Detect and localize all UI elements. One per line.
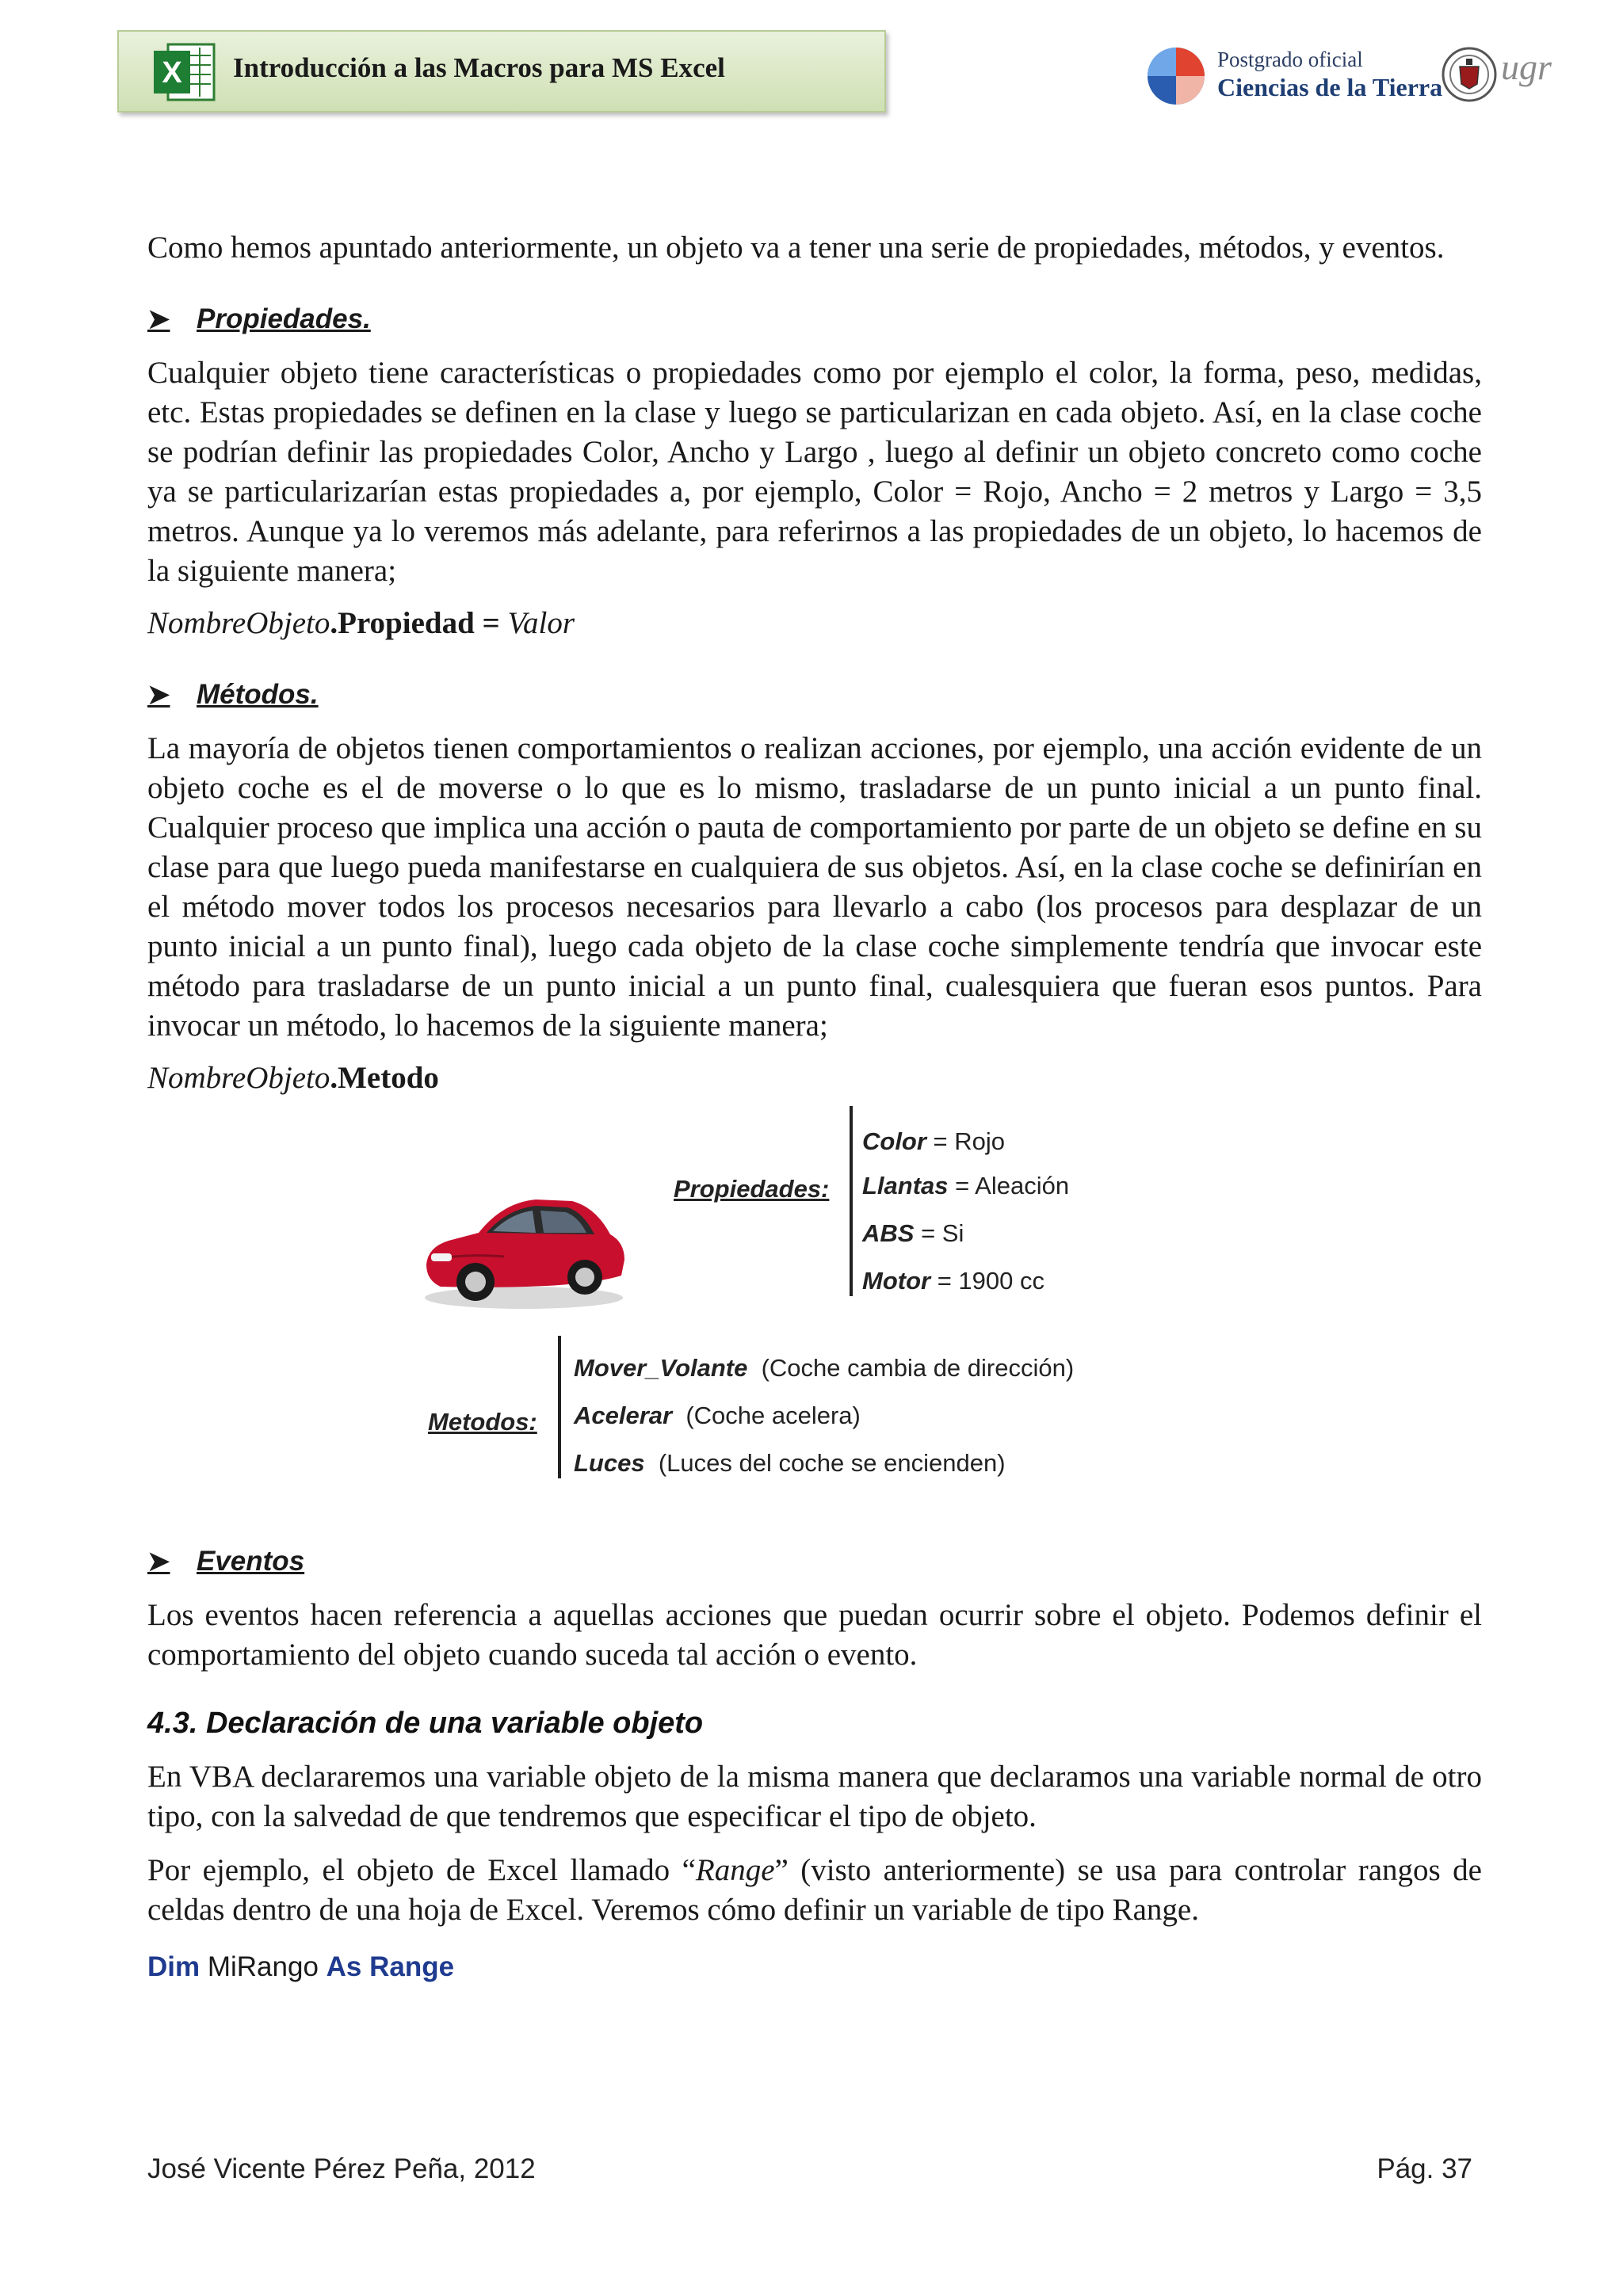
syntax-object: NombreObjeto <box>147 606 330 640</box>
code-keyword-as-range: As Range <box>326 1951 455 1982</box>
syntax-value: Valor <box>507 606 575 640</box>
eventos-heading <box>147 1542 1482 1581</box>
metodos-paragraph: La mayoría de objetos tienen comportamientos o realizan acciones, por ejemplo, una acción evidente de un objeto coche es el de moverse o lo que es lo mismo, trasladarse de un punto inicial a un punto final. Cualquier proceso que implica una acción o pauta de comportamiento por parte de un objeto se define en su clase para que luego pueda manifestarse en cualquiera de sus objetos. Así, en la clase coche se definirían en el método mover todos los procesos necesarios para llevarlo a cabo (los procesos para desplazar de un punto inicial a un punto final), luego cada objeto de la clase coche simplemente tendría que invocar este método para trasladarse de un punto inicial a un punto final, cualesquiera que fueran esos puntos. Para invocar un método, lo hacemos de la siguiente manera; <box>147 731 1482 1043</box>
method-item: Acelerar (Coche acelera) <box>574 1402 861 1429</box>
arrow-bullet-icon: ➤ <box>147 304 170 334</box>
metodo-syntax <box>147 1058 1482 1098</box>
prop-item: Llantas = Aleación <box>862 1172 1070 1199</box>
postgrado-label: Postgrado oficial <box>1217 48 1363 71</box>
propiedad-syntax <box>147 604 1482 643</box>
code-variable: MiRango <box>200 1951 327 1982</box>
section-paragraph-1: En VBA declararemos una variable objeto de la misma manera que declaramos una variable normal de otro tipo, con la salvedad de que tendremos que especificar el tipo de objeto. <box>147 1760 1482 1833</box>
metodos-heading-text: Métodos. <box>197 679 319 710</box>
propiedades-heading <box>147 299 1482 339</box>
university-seal-icon <box>1441 46 1498 103</box>
red-car-image <box>417 1171 631 1314</box>
code-keyword-dim: Dim <box>147 1951 200 1982</box>
svg-text:X: X <box>162 56 182 90</box>
arrow-bullet-icon: ➤ <box>147 680 170 710</box>
propiedades-figure-label: Propiedades: <box>674 1175 830 1203</box>
prop-item: Color = Rojo <box>862 1127 1006 1155</box>
postgrado-circle-logo-icon <box>1146 46 1206 106</box>
syntax-property: .Propiedad <box>330 606 475 640</box>
eventos-heading-text: Eventos <box>197 1546 305 1577</box>
car-object-figure <box>147 1106 1482 1526</box>
method-item: Luces (Luces del coche se encienden) <box>574 1449 1006 1477</box>
vba-declaration-code <box>147 1947 1482 1987</box>
arrow-bullet-icon: ➤ <box>147 1547 170 1577</box>
propiedades-bracket <box>850 1106 853 1296</box>
ugr-logo: ugr <box>1501 47 1552 87</box>
metodos-figure-label: Metodos: <box>428 1408 537 1436</box>
syntax-method: .Metodo <box>330 1061 439 1095</box>
page-footer <box>147 2153 1472 2185</box>
page-header-banner <box>117 30 886 113</box>
prop-item: ABS = Si <box>862 1219 964 1247</box>
header-title: Introducción a las Macros para MS Excel <box>233 52 725 83</box>
institution-logos <box>1141 41 1553 120</box>
metodos-heading <box>147 675 1482 715</box>
eventos-paragraph: Los eventos hacen referencia a aquellas acciones que puedan ocurrir sobre el objeto. Podemos definir el comportamiento del objeto cuando suceda tal acción o evento. <box>147 1598 1482 1672</box>
prop-item: Motor = 1900 cc <box>862 1267 1044 1295</box>
section-paragraph-2: Por ejemplo, el objeto de Excel llamado “Range” (visto anteriormente) se usa para controlar rangos de celdas dentro de una hoja de Excel. Veremos cómo definir un variable de tipo Range. <box>147 1853 1482 1927</box>
metodos-bracket <box>558 1336 561 1478</box>
syntax-equals: = <box>474 606 508 640</box>
document-body <box>147 228 1482 1987</box>
propiedades-paragraph: Cualquier objeto tiene características o propiedades como por ejemplo el color, la forma, peso, medidas, etc. Estas propiedades se definen en la clase y luego se particularizan en cada objeto. Así, en la clase coche se podrían definir las propiedades Color, Ancho y Largo , luego al definir un objeto concreto como coche ya se particularizarían estas propiedades a, por ejemplo, Color = Rojo, Ancho = 2 metros y Largo = 3,5 metros. Aunque ya lo veremos más adelante, para referirnos a las propiedades de un objeto, lo hacemos de la siguiente manera; <box>147 356 1482 588</box>
footer-author: José Vicente Pérez Peña, 2012 <box>147 2153 536 2184</box>
intro-paragraph: Como hemos apuntado anteriormente, un objeto va a tener una serie de propiedades, métodos, y eventos. <box>147 231 1445 265</box>
footer-page-number: Pág. 37 <box>1377 2153 1472 2184</box>
syntax-object: NombreObjeto <box>147 1061 330 1095</box>
excel-logo-icon <box>151 38 219 106</box>
postgrado-program: Ciencias de la Tierra <box>1217 73 1443 101</box>
method-item: Mover_Volante (Coche cambia de dirección) <box>574 1354 1075 1382</box>
propiedades-heading-text: Propiedades. <box>197 303 371 334</box>
section-title: 4.3. Declaración de una variable objeto <box>147 1707 704 1740</box>
